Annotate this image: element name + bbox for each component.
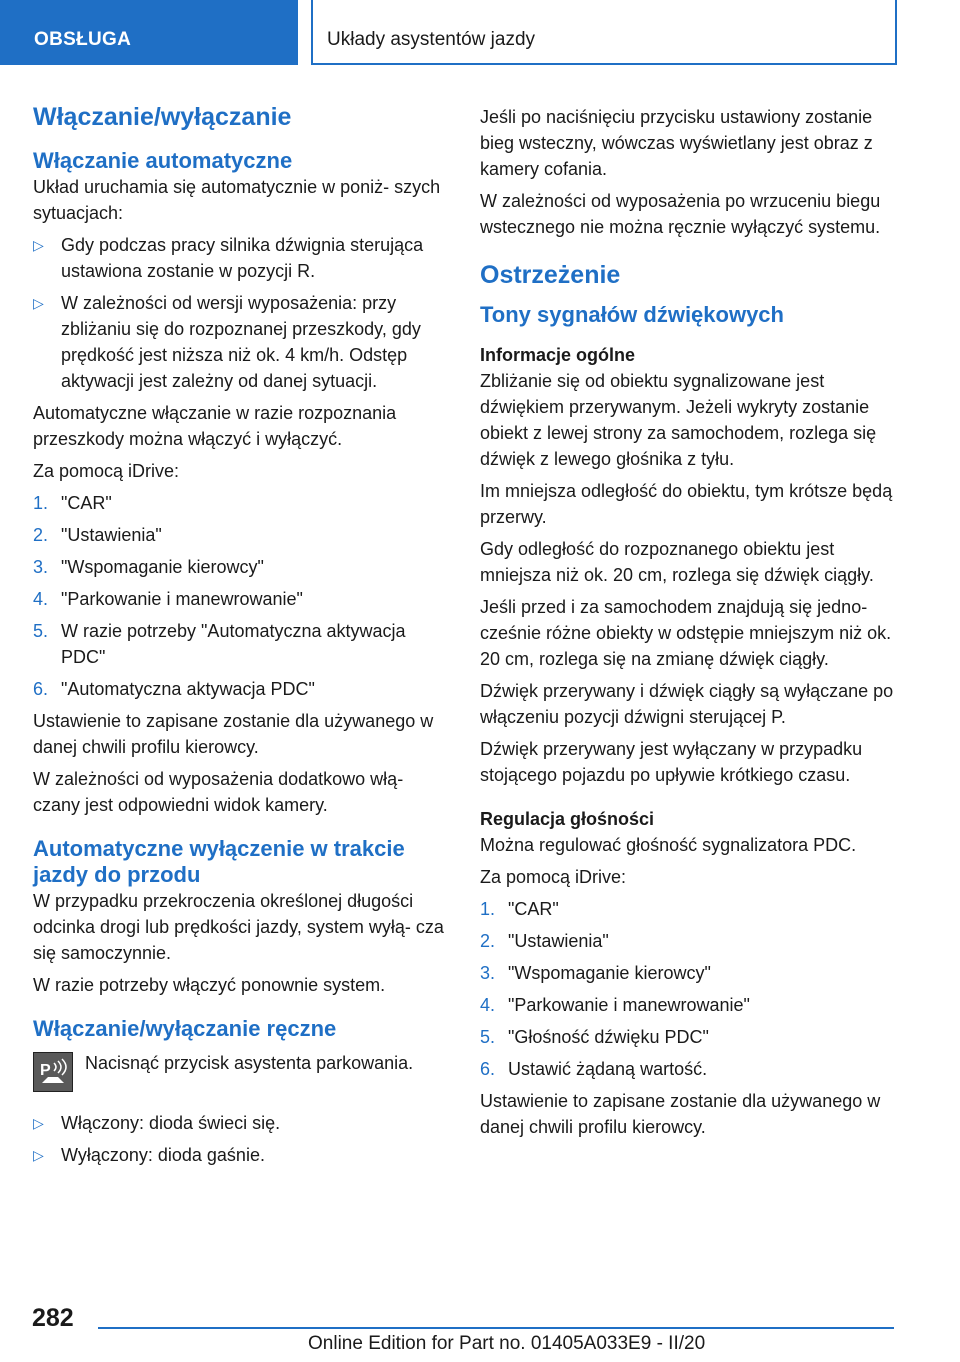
- auto-on-steps: [33, 490, 448, 702]
- step-item: 6. "Automatyczna aktywacja PDC": [33, 679, 315, 699]
- heading-manual: Włączanie/wyłączanie ręczne: [33, 1016, 337, 1041]
- heading-auto-on: Włączanie automatyczne: [33, 148, 293, 173]
- volume-steps: [480, 896, 895, 1082]
- triangle-bullet-icon: ▷: [33, 237, 44, 253]
- park-assist-icon: [33, 1052, 73, 1092]
- auto-off-p2: W razie potrzeby włączyć ponownie system.: [33, 975, 386, 995]
- auto-on-p1: Automatyczne włączanie w razie rozpoznania przeszkody można włączyć i wyłączyć.: [33, 403, 397, 449]
- list-item: ▷ Włączony: dioda świeci się.: [33, 1110, 448, 1136]
- manual-bullets: [33, 1110, 448, 1168]
- park-assist-instruction: Nacisnąć przycisk asystenta parkowania.: [85, 1053, 414, 1073]
- right-p1: Jeśli po naciśnięciu przycisku ustawiony zostanie bieg wsteczny, wówczas wyświetlany jest obraz z kamery cofania.: [480, 107, 873, 179]
- auto-on-p2: Za pomocą iDrive:: [33, 461, 180, 481]
- auto-on-p4: W zależności od wyposażenia dodatkowo włą‐ czany jest odpowiedni widok kamery.: [33, 769, 404, 815]
- chapter-tab: [311, 0, 897, 65]
- step-item: 3. "Wspomaganie kierowcy": [33, 557, 264, 577]
- volume-p3: Ustawienie to zapisane zostanie dla używanego w danej chwili profilu kierowcy.: [480, 1091, 881, 1137]
- triangle-bullet-icon: ▷: [33, 1147, 44, 1163]
- heading-on-off: Włączanie/wyłączanie: [33, 103, 292, 131]
- step-item: 5. W razie potrzeby "Automatyczna aktywacja PDC": [33, 621, 406, 667]
- step-item: 2. "Ustawienia": [33, 525, 162, 545]
- heading-warning: Ostrzeżenie: [480, 261, 621, 289]
- volume-p2: Za pomocą iDrive:: [480, 867, 627, 887]
- heading-sound-tones: Tony sygnałów dźwiękowych: [480, 302, 784, 327]
- triangle-bullet-icon: ▷: [33, 1115, 44, 1131]
- general-para: Dźwięk przerywany jest wyłączany w przypadku stojącego pojazdu po upływie krótkiego czasu.: [480, 739, 863, 785]
- step-item: 4. "Parkowanie i manewrowanie": [480, 995, 750, 1015]
- general-para: Jeśli przed i za samochodem znajdują się jedno‐ cześnie różne obiekty w odstępie mniejszym niż ok. 20 cm, rozlega się na zmianę dźwięk ciągły.: [480, 597, 892, 669]
- step-item: 4. "Parkowanie i manewrowanie": [33, 589, 303, 609]
- chapter-title: Układy asystentów jazdy: [327, 29, 536, 50]
- list-item: ▷ W zależności od wersji wyposażenia: przy zbliżaniu się do rozpoznanej przeszkody, gdy prędkość jest niższa niż ok. 4 km/h. Odstęp aktywacji jest zależny od danej sytuacji.: [33, 290, 448, 394]
- edition-info: Online Edition for Part no. 01405A033E9 - II/20: [308, 1333, 706, 1354]
- right-p2: W zależności od wyposażenia po wrzuceniu biegu wstecznego nie można ręcznie wyłączyć systemu.: [480, 191, 881, 237]
- auto-on-bullets: [33, 232, 448, 394]
- heading-volume: Regulacja głośności: [480, 809, 655, 829]
- page-number: 282: [32, 1304, 74, 1332]
- section-tab: [0, 0, 298, 65]
- auto-off-p1: W przypadku przekroczenia określonej długości odcinka drogi lub prędkości jazdy, system wyłą‐ cza się samoczynnie.: [33, 891, 444, 963]
- step-item: 1. "CAR": [480, 899, 559, 919]
- heading-auto-off: Automatyczne wyłączenie w trakcie jazdy do przodu: [33, 836, 405, 887]
- right-column: [480, 104, 895, 1146]
- step-item: 6. Ustawić żądaną wartość.: [480, 1059, 708, 1079]
- step-item: 1. "CAR": [33, 493, 112, 513]
- list-item: ▷ Wyłączony: dioda gaśnie.: [33, 1142, 448, 1168]
- footer-divider: [98, 1327, 894, 1329]
- general-para: Im mniejsza odległość do obiektu, tym krótsze będą przerwy.: [480, 481, 893, 527]
- auto-on-intro: Układ uruchamia się automatycznie w poniż‐ szych sytuacjach:: [33, 177, 441, 223]
- heading-general-info: Informacje ogólne: [480, 345, 636, 365]
- svg-text:P: P: [40, 1062, 51, 1079]
- step-item: 3. "Wspomaganie kierowcy": [480, 963, 711, 983]
- auto-on-p3: Ustawienie to zapisane zostanie dla używanego w danej chwili profilu kierowcy.: [33, 711, 434, 757]
- step-item: 5. "Głośność dźwięku PDC": [480, 1027, 709, 1047]
- step-item: 2. "Ustawienia": [480, 931, 609, 951]
- left-column: [33, 100, 448, 1174]
- general-para: Gdy odległość do rozpoznanego obiektu jest mniejsza niż ok. 20 cm, rozlega się dźwięk ciągły.: [480, 539, 874, 585]
- triangle-bullet-icon: ▷: [33, 295, 44, 311]
- section-title: OBSŁUGA: [34, 29, 132, 50]
- park-assist-button-row: [33, 1050, 448, 1094]
- volume-p1: Można regulować głośność sygnalizatora PDC.: [480, 835, 857, 855]
- general-para: Dźwięk przerywany i dźwięk ciągły są wyłączane po włączeniu pozycji dźwigni sterującej P.: [480, 681, 894, 727]
- general-para: Zbliżanie się od obiektu sygnalizowane jest dźwiękiem przerywanym. Jeżeli wykryty zostanie obiekt z lewej strony za samochodem, rozlega się dźwięk z lewego głośnika z tyłu.: [480, 371, 877, 469]
- list-item: ▷ Gdy podczas pracy silnika dźwignia sterująca ustawiona zostanie w pozycji R.: [33, 232, 448, 284]
